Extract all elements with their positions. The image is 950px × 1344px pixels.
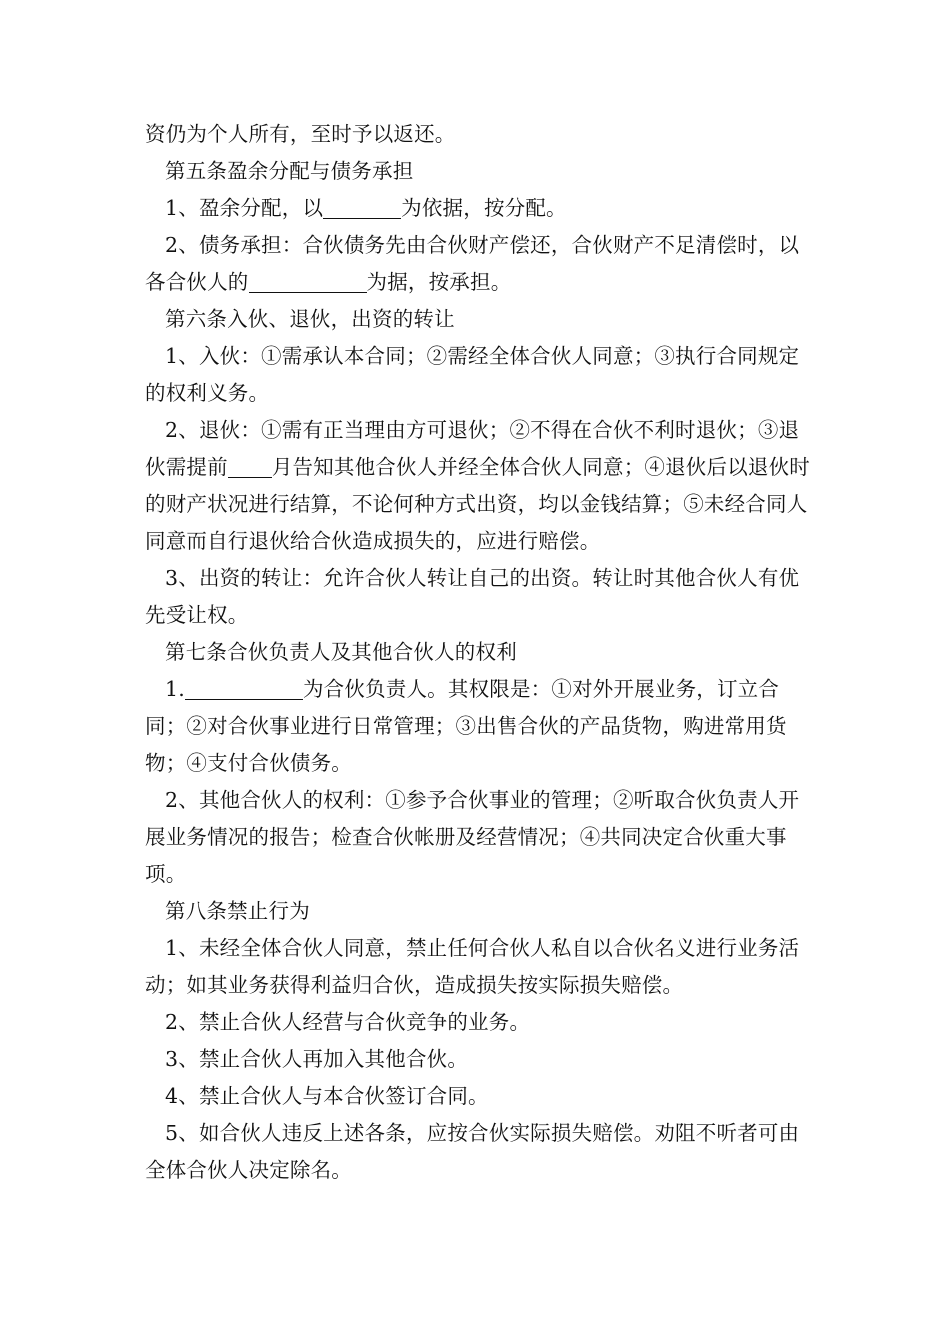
article-7-clause-1 [145,671,813,782]
clause-text: 3、禁止合伙人再加入其他合伙。 [165,1047,469,1071]
fill-in-blank[interactable] [249,270,367,293]
clause-text: 2、退伙：①需有正当理由方可退伙；②不得在合伙不利时退伙；③退伙需提前 [145,418,800,479]
heading-text: 第六条入伙、退伙，出资的转让 [165,307,455,331]
article-8-clause-4 [145,1078,813,1115]
article-7-heading [145,634,813,671]
document-body [145,116,813,1189]
fill-in-blank[interactable] [323,196,401,219]
heading-text: 第七条合伙负责人及其他合伙人的权利 [165,640,517,664]
article-8-clause-5 [145,1115,813,1189]
article-6-clause-1 [145,338,813,412]
clause-text: 5、如合伙人违反上述各条，应按合伙实际损失赔偿。劝阻不听者可由全体合伙人决定除名。 [145,1121,800,1182]
heading-text: 第五条盈余分配与债务承担 [165,159,414,183]
clause-text: 2、禁止合伙人经营与合伙竞争的业务。 [165,1010,531,1034]
clause-text: 3、出资的转让：允许合伙人转让自己的出资。转让时其他合伙人有优先受让权。 [145,566,800,627]
article-8-heading [145,893,813,930]
article-6-heading [145,301,813,338]
paragraph-continuation [145,116,813,153]
article-8-clause-1 [145,930,813,1004]
paragraph-text: 资仍为个人所有，至时予以返还。 [145,122,456,146]
clause-text: 1、入伙：①需承认本合同；②需经全体合伙人同意；③执行合同规定的权利义务。 [145,344,800,405]
article-5-clause-1 [145,190,813,227]
article-5-clause-2 [145,227,813,301]
clause-text: 4、禁止合伙人与本合伙签订合同。 [165,1084,489,1108]
clause-text: 1、未经全体合伙人同意，禁止任何合伙人私自以合伙名义进行业务活动；如其业务获得利益归合伙，造成损失按实际损失赔偿。 [145,936,800,997]
article-6-clause-3 [145,560,813,634]
clause-text: 月告知其他合伙人并经全体合伙人同意；④退伙后以退伙时的财产状况进行结算，不论何种方式出资，均以金钱结算；⑤未经合同人同意而自行退伙给合伙造成损失的，应进行赔偿。 [145,455,811,553]
heading-text: 第八条禁止行为 [165,899,310,923]
article-7-clause-2 [145,782,813,893]
article-5-heading [145,153,813,190]
clause-text: 1、盈余分配，以 [165,196,324,220]
clause-text: 2、其他合伙人的权利：①参予合伙事业的管理；②听取合伙负责人开展业务情况的报告；检查合伙帐册及经营情况；④共同决定合伙重大事项。 [145,788,800,886]
article-6-clause-2 [145,412,813,560]
clause-text: 为据，按承担。 [366,270,512,294]
clause-text: 1. [165,677,185,701]
clause-text: 2、债务承担：合伙债务先由合伙财产偿还，合伙财产不足清偿时，以各合伙人的 [145,233,800,294]
article-8-clause-3 [145,1041,813,1078]
fill-in-blank[interactable] [228,455,272,478]
article-8-clause-2 [145,1004,813,1041]
clause-text: 为合伙负责人。其权限是：①对外开展业务，订立合同；②对合伙事业进行日常管理；③出售合伙的产品货物，购进常用货物；④支付合伙债务。 [145,677,787,775]
clause-text: 为依据，按分配。 [401,196,567,220]
fill-in-blank[interactable] [185,677,303,700]
